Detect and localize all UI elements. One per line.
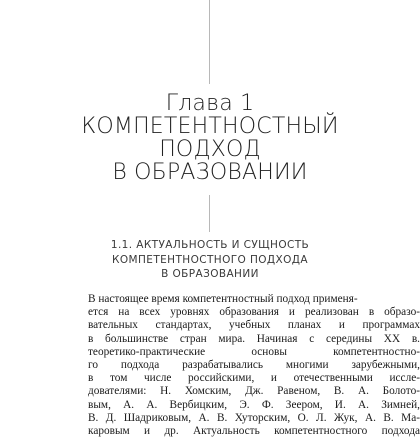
section-title-line: В ОБРАЗОВАНИИ [161,268,259,280]
body-line: в большинстве стран мира. Начиная с середины XX в. [88,332,420,345]
chapter-title-line: ПОДХОД [159,137,261,162]
section-title-line: 1.1. АКТУАЛЬНОСТЬ И СУЩНОСТЬ [110,239,310,251]
body-line: вательных стандартах, учебных планах и программах [88,319,420,332]
chapter-label: Глава 1 [165,91,255,116]
decorative-vertical-rule-middle [209,195,210,232]
chapter-heading [0,92,420,184]
body-line: ется на всех уровнях образования и реализован в образо- [88,306,420,319]
body-line: в том числе российскими, и отечественными иссле- [88,372,420,385]
body-line: теоретико-практические основы компетентностно- [88,345,420,358]
chapter-title-line: В ОБРАЗОВАНИИ [112,160,308,185]
section-title-line: КОМПЕТЕНТНОСТНОГО ПОДХОДА [112,253,308,266]
body-line: В. Д. Шадриковым, А. В. Хуторским, О. Л. Жук, А. В. Ма- [88,411,420,424]
decorative-vertical-rule-top [209,0,210,84]
section-heading [0,238,420,282]
body-line: В настоящее время компетентностный подход применя- [88,293,358,305]
body-line: каровым и др. Актуальность компетентностного подхода [88,425,420,438]
body-line: дователями: Н. Хомским, Дж. Равеном, В. А. Болото- [88,385,420,398]
body-paragraph [88,293,420,438]
body-line: вым, А. А. Вербицким, Э. Ф. Зеером, И. А. Зимней, [88,398,420,411]
body-line: го подхода разрабатывались многими зарубежными, [88,359,420,372]
chapter-title-line: КОМПЕТЕНТНОСТНЫЙ [81,114,339,139]
